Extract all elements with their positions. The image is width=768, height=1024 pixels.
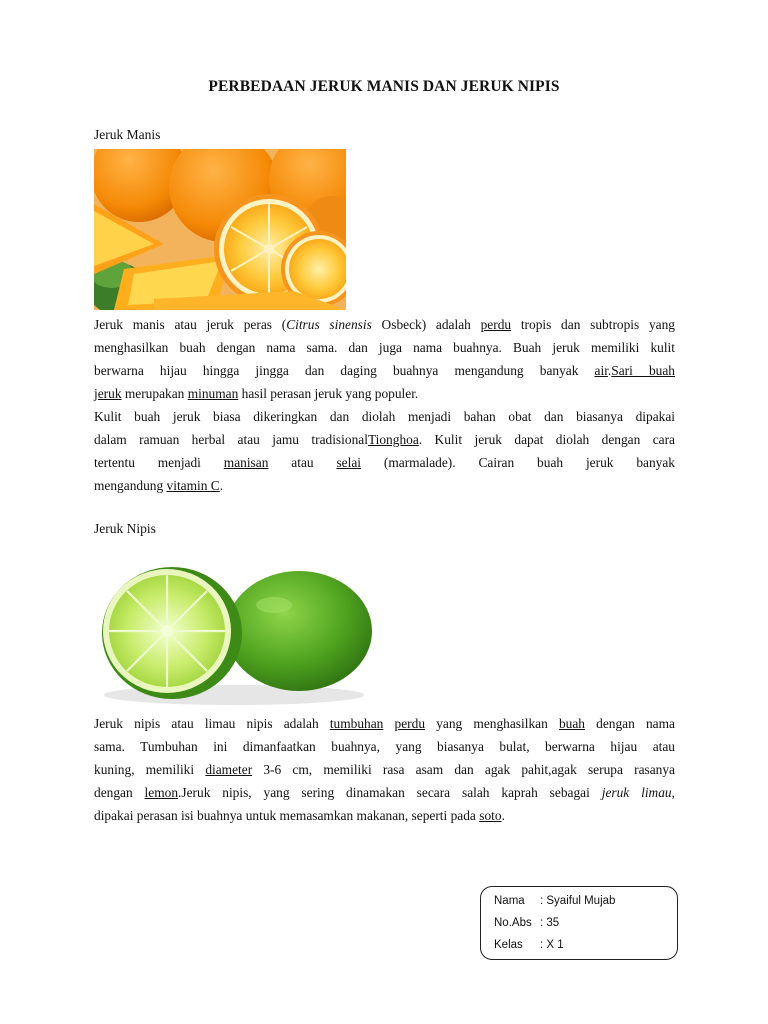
para-line: Jeruk nipis atau limau nipis adalah tumbuhan perdu yang menghasilkan buah dengan nama bbox=[94, 716, 675, 731]
section-heading-jeruk-manis: Jeruk Manis bbox=[94, 127, 161, 142]
para-line: Kulit buah jeruk biasa dikeringkan dan diolah menjadi bahan obat dan biasanya dipakai bbox=[94, 409, 675, 424]
link-diameter[interactable]: diameter bbox=[205, 762, 253, 777]
section-heading-jeruk-nipis: Jeruk Nipis bbox=[94, 521, 156, 536]
document-title: PERBEDAAN JERUK MANIS DAN JERUK NIPIS bbox=[208, 78, 560, 95]
lime-image bbox=[94, 545, 379, 709]
lime-illustration bbox=[94, 545, 379, 709]
paragraph-jeruk-nipis bbox=[94, 712, 675, 827]
link-soto[interactable]: soto bbox=[479, 808, 502, 823]
info-value: : Syaiful Mujab bbox=[540, 895, 616, 907]
info-value: : X 1 bbox=[540, 939, 564, 951]
link-lemon[interactable]: lemon bbox=[144, 785, 179, 800]
orange-slices-image bbox=[94, 149, 346, 310]
link-tionghoa[interactable]: Tionghoa bbox=[367, 432, 419, 447]
link-perdu[interactable]: perdu bbox=[394, 716, 426, 731]
info-row-nama bbox=[494, 895, 615, 907]
para-line: tertentu menjadi manisan atau selai (marmalade). Cairan buah jeruk banyak bbox=[94, 455, 676, 470]
info-value: : 35 bbox=[540, 917, 560, 929]
para-line: dalam ramuan herbal atau jamu tradisionalTionghoa. Kulit jeruk dapat diolah dengan cara bbox=[94, 432, 676, 447]
info-label: Nama bbox=[494, 895, 525, 907]
link-perdu[interactable]: perdu bbox=[480, 317, 512, 332]
para-line: kuning, memiliki diameter 3-6 cm, memiliki rasa asam dan agak pahit,agak serupa rasanya bbox=[94, 762, 676, 777]
para-line: sama. Tumbuhan ini dimanfaatkan buahnya, yang biasanya bulat, berwarna hijau atau bbox=[94, 739, 675, 754]
link-sari-buah[interactable]: Sari buah bbox=[611, 363, 675, 378]
para-line: mengandung vitamin C. bbox=[94, 478, 224, 493]
para-line: jeruk merupakan minuman hasil perasan jeruk yang populer. bbox=[94, 386, 419, 401]
info-row-noabs bbox=[494, 917, 559, 929]
para-line: dengan lemon.Jeruk nipis, yang sering dinamakan secara salah kaprah sebagai jeruk limau, bbox=[94, 785, 675, 800]
info-label: Kelas bbox=[494, 939, 523, 951]
link-buah[interactable]: buah bbox=[558, 716, 585, 731]
para-line: dipakai perasan isi buahnya untuk memasamkan makanan, seperti pada soto. bbox=[94, 808, 505, 823]
link-vitamin-c[interactable]: vitamin C bbox=[166, 478, 220, 493]
link-manisan[interactable]: manisan bbox=[223, 455, 269, 470]
orange-slices-illustration bbox=[94, 149, 346, 310]
student-info-box bbox=[480, 886, 678, 960]
info-row-kelas bbox=[494, 939, 564, 951]
para-line: berwarna hijau hingga jingga dan daging buahnya mengandung banyak air.Sari buah bbox=[94, 363, 675, 378]
paragraph-jeruk-manis bbox=[94, 313, 675, 497]
info-label: No.Abs bbox=[494, 917, 532, 929]
para-line: Jeruk manis atau jeruk peras (Citrus sinensis Osbeck) adalah perdu tropis dan subtropis yang bbox=[94, 317, 675, 332]
link-tumbuhan[interactable]: tumbuhan bbox=[329, 716, 384, 731]
para-line: menghasilkan buah dengan nama sama. dan juga nama buahnya. Buah jeruk memiliki kulit bbox=[94, 340, 675, 355]
link-selai[interactable]: selai bbox=[336, 455, 361, 470]
link-minuman[interactable]: minuman bbox=[187, 386, 239, 401]
link-jeruk[interactable]: jeruk bbox=[94, 386, 122, 401]
link-air[interactable]: air bbox=[594, 363, 608, 378]
